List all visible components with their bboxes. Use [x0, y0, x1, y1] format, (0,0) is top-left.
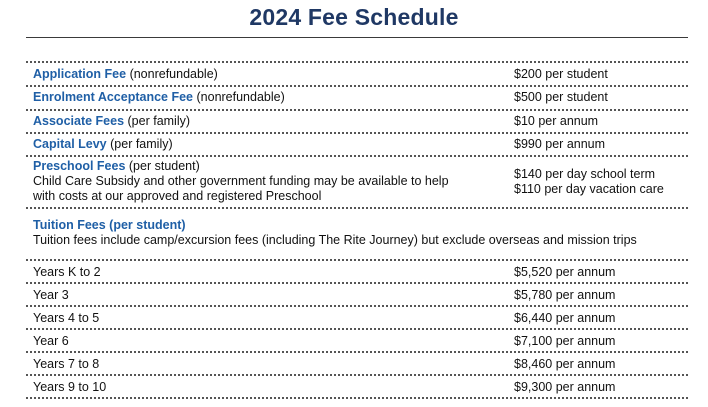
- fee-name: Capital Levy: [33, 137, 107, 151]
- preschool-description-line: Child Care Subsidy and other government funding may be available to help: [33, 174, 449, 188]
- page-title: 2024 Fee Schedule: [249, 4, 459, 30]
- tuition-year: Years 9 to 10: [33, 380, 107, 394]
- fee-amount: $990 per annum: [514, 137, 606, 151]
- tuition-row: [26, 374, 688, 399]
- fee-amount: $500 per student: [514, 90, 608, 104]
- tuition-header: [26, 207, 688, 259]
- fee-name: Preschool Fees: [33, 159, 126, 173]
- fee-amount: $10 per annum: [514, 114, 599, 128]
- fee-row-enrolment: [26, 85, 688, 109]
- tuition-description: Tuition fees include camp/excursion fees (including The Rite Journey) but exclude overseas and mission trips: [33, 233, 637, 247]
- fee-note: (per family): [110, 137, 173, 151]
- fee-note: (nonrefundable): [196, 90, 285, 104]
- fee-amount: $200 per student: [514, 67, 608, 81]
- tuition-row: [26, 282, 688, 305]
- fee-row-application: [26, 61, 688, 85]
- fee-name: Enrolment Acceptance Fee: [33, 90, 194, 104]
- title-divider: [26, 37, 688, 38]
- fee-row-associate: [26, 109, 688, 132]
- tuition-amount: $9,300 per annum: [514, 380, 616, 394]
- tuition-row: [26, 259, 688, 282]
- tuition-amount: $8,460 per annum: [514, 357, 616, 371]
- tuition-year: Years K to 2: [33, 265, 101, 279]
- tuition-heading: Tuition Fees (per student): [33, 218, 186, 232]
- fee-name: Associate Fees: [33, 114, 125, 128]
- fee-name: Application Fee: [33, 67, 127, 81]
- tuition-amount: $6,440 per annum: [514, 311, 616, 325]
- preschool-amount-vacation: $110 per day vacation care: [514, 182, 664, 196]
- tuition-amount: $7,100 per annum: [514, 334, 616, 348]
- tuition-row: [26, 351, 688, 374]
- fee-note: (per student): [128, 159, 200, 173]
- fee-note: (per family): [127, 114, 191, 128]
- fee-row-preschool: [26, 155, 688, 207]
- tuition-amount: $5,780 per annum: [514, 288, 616, 302]
- tuition-row: [26, 305, 688, 328]
- preschool-description-line: with costs at our approved and registered Preschool: [33, 189, 322, 203]
- tuition-amount: $5,520 per annum: [514, 265, 616, 279]
- tuition-row: [26, 328, 688, 351]
- tuition-year: Year 3: [33, 288, 69, 302]
- fee-note: (nonrefundable): [129, 67, 218, 81]
- tuition-year: Years 7 to 8: [33, 357, 100, 371]
- tuition-year: Year 6: [33, 334, 69, 348]
- fee-row-capital-levy: [26, 132, 688, 155]
- preschool-amount-term: $140 per day school term: [514, 167, 656, 181]
- tuition-year: Years 4 to 5: [33, 311, 100, 325]
